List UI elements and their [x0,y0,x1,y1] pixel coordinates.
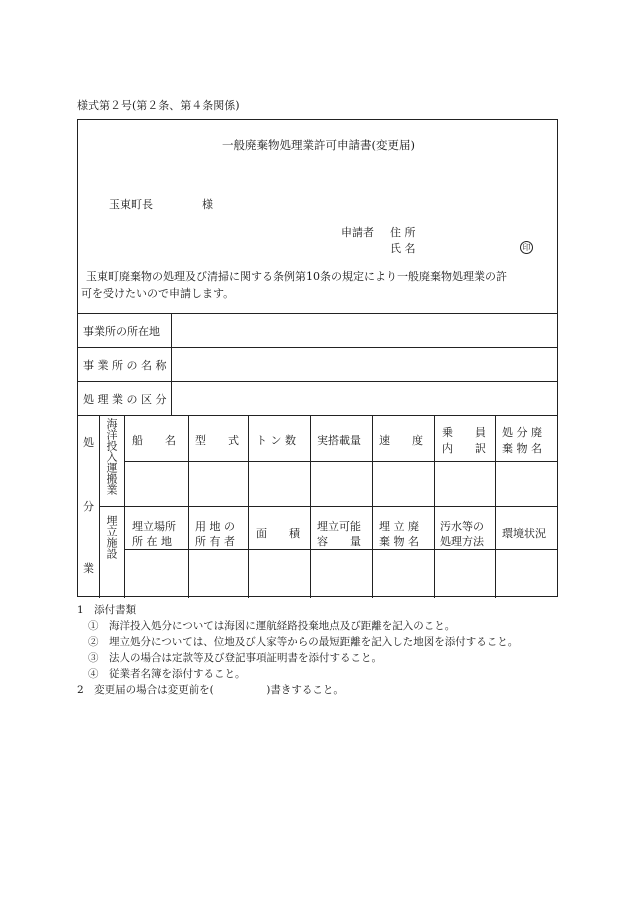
note-change-notice: 2 変更届の場合は変更前を( )書きすること。 [77,684,344,696]
row-name-label: 事 業 所 の 名 称 [83,359,167,372]
note-attachment-1: ① 海洋投入処分については海図に運航経路投棄地点及び距離を記入のこと。 [88,620,456,632]
header-crew-bottom: 内 訳 [442,442,486,455]
form-number-label: 様式第２号(第２条、第４条関係) [77,99,240,112]
note-attachments: 1 添付書類 [77,604,137,616]
header-sewage-bottom: 処理方法 [440,535,484,548]
application-form-frame [77,119,558,597]
applicant-name-label: 氏 名 [390,242,416,255]
disposal-label-char-2: 分 [83,500,94,513]
row-category-label: 処 理 業 の 区 分 [83,393,167,406]
header-crew-top: 乗 員 [442,426,486,439]
disposal-label-char-3: 業 [83,562,94,575]
header-waste-top: 処 分 廃 [502,426,542,439]
seal-mark: 印 [520,241,533,254]
addressee-honorific: 様 [202,198,213,211]
applicant-address-label: 住 所 [390,226,416,239]
header-site-bottom: 所 在 地 [132,535,172,548]
header-model: 型 式 [195,434,239,447]
header-capacity-top: 埋立可能 [317,520,361,533]
row-location-label: 事業所の所在地 [83,325,160,338]
ocean-transport-label: 海洋投入運搬業 [105,418,118,495]
header-capacity: 実搭載量 [317,434,361,447]
note-attachment-3: ③ 法人の場合は定款等及び登記事項証明書を添付すること。 [88,652,382,664]
header-tonnage: ト ン 数 [256,434,296,447]
header-capacity-bottom: 容 量 [317,535,361,548]
header-speed: 速 度 [379,434,423,447]
landfill-facility-label: 埋立施設 [105,515,118,559]
header-waste-bottom: 棄 物 名 [502,442,542,455]
header-owner-top: 用 地 の [195,520,235,533]
header-area: 面 積 [256,527,300,540]
note-attachment-4: ④ 従業者名簿を添付すること。 [88,668,246,680]
addressee-name: 玉東町長 [109,198,153,211]
body-text-line1: 玉東町廃棄物の処理及び清掃に関する条例第10条の規定により一般廃棄物処理業の許 [86,270,507,283]
form-title: 一般廃棄物処理業許可申請書(変更届) [222,138,415,152]
body-text-line2: 可を受けたいので申請します。 [81,287,235,300]
applicant-label: 申請者 [341,226,374,239]
header-owner-bottom: 所 有 者 [195,535,235,548]
header-environment: 環境状況 [502,527,546,540]
header-site-top: 埋立場所 [132,520,176,533]
note-attachment-2: ② 埋立処分については、位地及び人家等からの最短距離を記入した地図を添付すること。 [88,636,519,648]
header-ship-name: 船 名 [132,434,176,447]
header-sewage-top: 汚水等の [440,520,484,533]
disposal-label-char-1: 処 [83,436,94,449]
header-landfill-waste-bottom: 棄 物 名 [379,535,419,548]
header-landfill-waste-top: 埋 立 廃 [379,520,419,533]
